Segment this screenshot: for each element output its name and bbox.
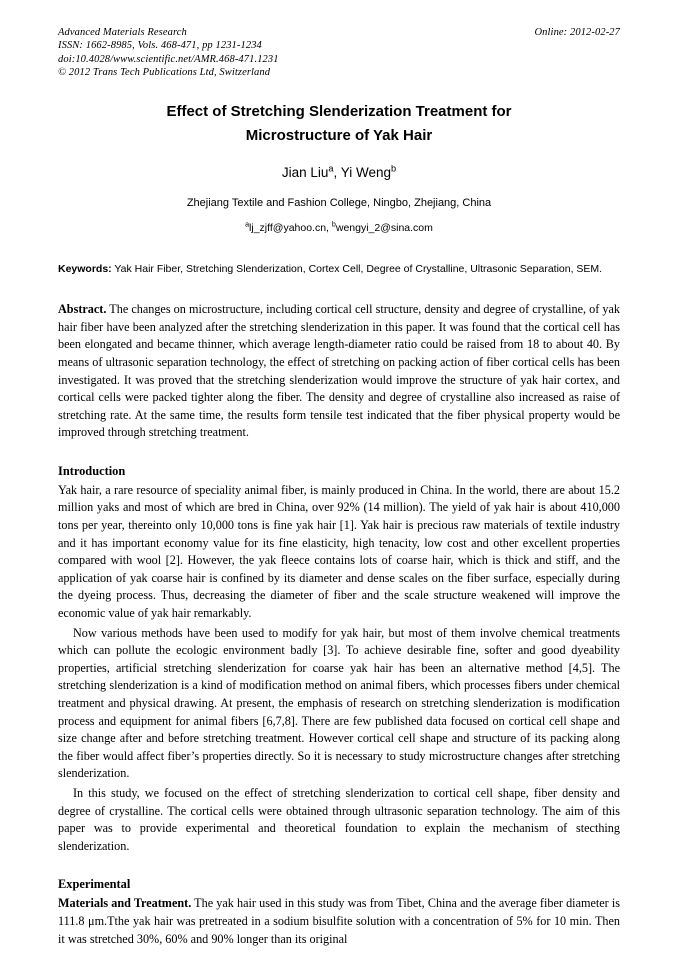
author-2-name: Yi Weng <box>340 164 392 180</box>
author-1-affiliation-marker: a <box>328 163 334 174</box>
page-title <box>58 100 620 148</box>
email-2-marker: b <box>331 220 336 229</box>
author-list <box>58 164 620 182</box>
keywords-block <box>58 262 620 278</box>
email-2: wengyi_2@sina.com <box>335 221 433 234</box>
abstract-text: The changes on microstructure, including cortical cell structure, density and degree of crystalline, of yak hair fiber have been analyzed after the stretching slenderization in this paper. It was found that the cortical cell has been elongated and became thinner, which average length-diameter ratio could be raised from 18 to about 40. By means of ultrasonic separation technology, the effect of stretching on packing action of fiber cortical cells has been investigated. It was proved that the stretching slenderization would improve the structure of yak hair cortex, and cortical cells were packed tighter along the fiber. The density and degree of crystalline also increased as raise of stretching rate. At the same time, the results form tensile test indicated that the fiber physical property would be improved through stretching treatment. <box>58 302 620 440</box>
paragraph-runin-heading: Materials and Treatment. <box>58 896 192 911</box>
doi-line: doi:10.4028/www.scientific.net/AMR.468-471.1231 <box>58 53 279 65</box>
paragraph: Now various methods have been used to modify for yak hair, but most of them involve chemical treatments which can pollute the ecologic environment badly [3]. To achieve desirable fine, softer and good dyeability properties, artificial stretching slenderization for coarse yak hair has been an alternative method [4,5]. The stretching slenderization is a kind of modification method on animal fibers, which processes fibers under chemical treatment and physical drawing. At present, the emphasis of research on stretching slenderization is modification process and equipment for animal fibers [6,7,8]. There are few published data focused on cortical cell shape and size change after and before stretching treatment. However cortical cell shape and structure of its packing along the fiber would affect fiber’s properties directly. So it is necessary to study microstructure changes after stretching slenderization. <box>58 625 620 781</box>
paragraph: In this study, we focused on the effect of stretching slenderization to cortical cell shape, fiber density and degree of crystalline. The cortical cells were obtained through ultrasonic separation technology. The aim of this paper was to provide experimental and theoretical foundation to explain the mechanism of stecthing slenderization. <box>58 785 620 853</box>
author-separator: , <box>333 164 341 180</box>
affiliation: Zhejiang Textile and Fashion College, Ningbo, Zhejiang, China <box>186 196 492 209</box>
abstract-label: Abstract. <box>58 302 107 317</box>
author-emails <box>58 221 620 236</box>
keywords-text: Yak Hair Fiber, Stretching Slenderization, Cortex Cell, Degree of Crystalline, Ultrasonic Separation, SEM. <box>111 262 603 275</box>
keywords-label: Keywords: <box>58 262 112 275</box>
paragraph <box>58 895 620 948</box>
masthead <box>58 26 620 80</box>
issn-line: ISSN: 1662-8985, Vols. 468-471, pp 1231-1234 <box>58 40 262 52</box>
journal-name: Advanced Materials Research <box>58 27 187 38</box>
paragraph: Yak hair, a rare resource of speciality animal fiber, is mainly produced in China. In the world, there are about 15.2 million yaks and most of which are bred in China, over 92% (14 million). The yield of yak hair is about 410,000 tons per year, thereinto only 10,000 tons is fine yak hair [1]. Yak hair is precious raw materials of textile industry and it has important economy value for its fine elasticity, high tenacity, low cost and other excellent properties compared with wool [2]. However, the yak fleece contains lots of coarse hair, which is thick and stiff, and the application of yak coarse hair is confined by its diameter and dense scales on the fiber surface, especially during the dyeing process. Thus, decreasing the diameter of fiber and the scale structure weakened will improve the economic value of yak hair remarkably. <box>58 482 620 621</box>
online-date: Online: 2012-02-27 <box>534 27 620 38</box>
email-1: lj_zjff@yahoo.cn, <box>249 221 332 234</box>
title-line-2: Microstructure of Yak Hair <box>245 126 433 144</box>
section-heading-introduction: Introduction <box>58 463 126 478</box>
title-line-1: Effect of Stretching Slenderization Treatment for <box>166 102 512 120</box>
author-2-affiliation-marker: b <box>391 163 397 174</box>
copyright-line: © 2012 Trans Tech Publications Ltd, Switzerland <box>58 67 271 79</box>
paragraph-text: The yak hair used in this study was from Tibet, China and the average fiber diameter is 111.8 μm.Tthe yak hair was pretreated in a sodium bisulfite solution with a concentration of 5% for 10 min. Then it was stretched 30%, 60% and 90% longer than its original <box>58 896 621 946</box>
email-1-marker: a <box>245 220 250 229</box>
author-1-name: Jian Liu <box>281 164 329 180</box>
abstract-block <box>58 301 620 442</box>
section-heading-experimental: Experimental <box>58 877 131 892</box>
